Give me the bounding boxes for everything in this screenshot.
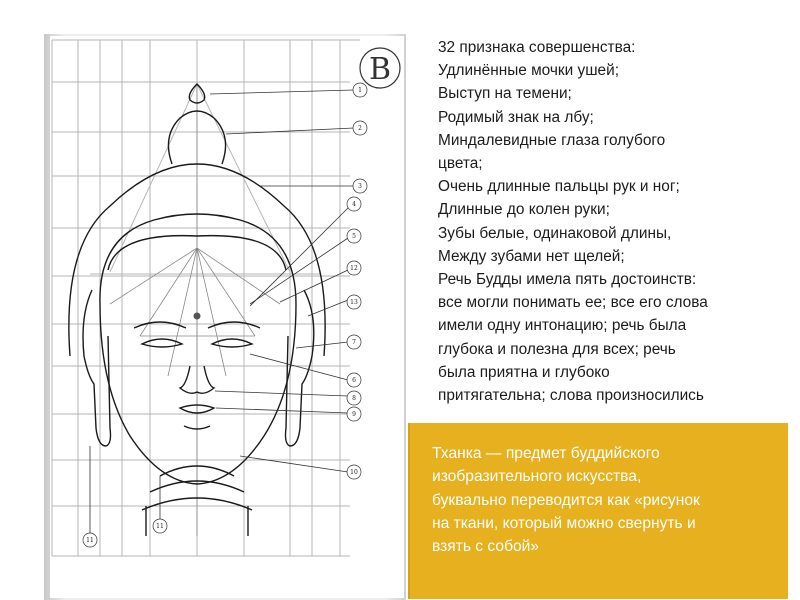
thangka-note-box	[410, 423, 788, 599]
features-line: Между зубами нет щелей;	[438, 247, 625, 265]
callout-label: 13	[350, 299, 358, 306]
callout-label: 7	[352, 339, 356, 346]
callout-label: 12	[350, 265, 358, 272]
callout-label: 8	[352, 395, 356, 402]
callout-label: 3	[358, 183, 362, 190]
proportion-grid	[52, 40, 360, 556]
callout-label: 1	[358, 87, 362, 94]
note-line: на ткани, который можно свернуть и	[432, 514, 696, 532]
features-list	[438, 36, 790, 421]
callout-label: 2	[358, 125, 362, 132]
features-line: Родимый знак на лбу;	[438, 108, 594, 126]
urna-dot	[194, 313, 201, 320]
features-line: Миндалевидные глаза голубого	[438, 131, 666, 149]
features-line: имели одну интонацию; речь была	[438, 317, 687, 335]
features-line: Удлинённые мочки ушей;	[438, 62, 619, 80]
features-line: все могли понимать ее; все его слова	[438, 294, 708, 312]
features-line: Зубы белые, одинаковой длины,	[438, 224, 672, 242]
features-line: глубока и полезна для всех; речь	[438, 340, 676, 358]
note-line: изобразительного искусства,	[432, 468, 642, 486]
features-line: цвета;	[438, 155, 483, 173]
features-line: Длинные до колен руки;	[438, 201, 610, 219]
features-line: притягательна; слова произносились	[438, 387, 704, 405]
buddha-proportion-drawing	[50, 36, 404, 598]
thangka-note-text	[432, 442, 782, 558]
construction-lines	[110, 84, 280, 536]
callout-label: 11	[86, 537, 94, 544]
features-line: Речь Будды имела пять достоинств:	[438, 271, 697, 289]
note-line: буквально переводится как «рисунок	[432, 491, 700, 509]
callout-label: 4	[352, 201, 356, 208]
features-line: Очень длинные пальцы рук и ног;	[438, 178, 680, 196]
features-line: Выступ на темени;	[438, 85, 572, 103]
callout-leaders	[90, 90, 354, 536]
features-line: была приятна и глубоко	[438, 363, 610, 381]
panel-letter: B	[368, 52, 392, 87]
callout-label: 6	[352, 377, 356, 384]
proportion-grid-svg	[50, 36, 404, 598]
note-line: взять с собой»	[432, 538, 540, 556]
callout-label: 11	[156, 523, 164, 530]
note-line: Тханка — предмет буддийского	[432, 445, 660, 462]
features-heading: 32 признака совершенства:	[438, 39, 636, 56]
callout-label: 9	[352, 411, 356, 418]
callout-label: 10	[350, 469, 358, 476]
callout-label: 5	[352, 233, 356, 240]
